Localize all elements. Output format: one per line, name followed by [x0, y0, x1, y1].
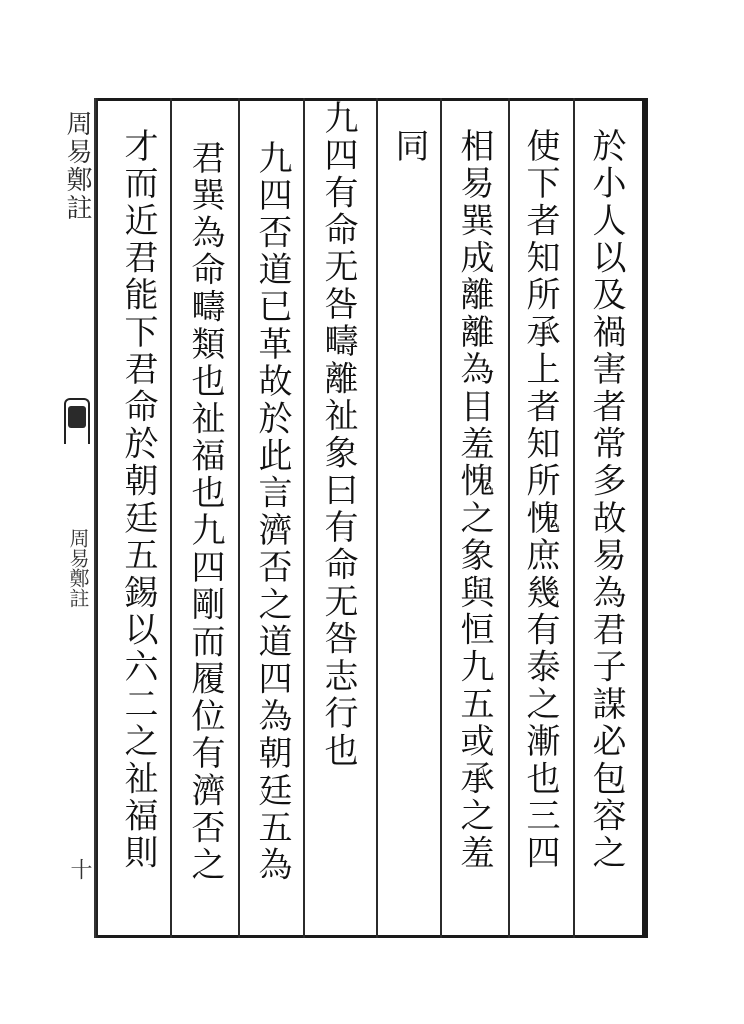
- text-column-2: 使下者知所承上者知所愧庶幾有泰之漸也三四: [520, 128, 560, 872]
- fold-page-number: 十: [67, 858, 92, 880]
- column-divider: [170, 98, 172, 938]
- text-column-3: 相易巽成離離為目羞愧之象與恒九五或承之羞: [454, 128, 494, 872]
- column-divider: [573, 98, 575, 938]
- fold-line: [94, 98, 96, 938]
- text-column-7: 君巽為命疇類也祉福也九四剛而履位有濟否之: [185, 140, 225, 884]
- fold-section-label: 周易鄭註: [66, 528, 90, 608]
- text-column-4: 同: [389, 128, 429, 166]
- text-column-1: 於小人以及禍害者常多故易為君子謀必包容之: [586, 128, 626, 872]
- page-frame: [96, 98, 648, 938]
- text-column-5: 九四有命无咎疇離祉象曰有命无咎志行也: [318, 100, 358, 770]
- fold-margin: [60, 98, 96, 938]
- frame-left-border: [96, 98, 98, 938]
- fish-tail-mark-icon: [64, 398, 90, 444]
- column-divider: [440, 98, 442, 938]
- column-divider: [376, 98, 378, 938]
- text-column-6: 九四否道已革故於此言濟否之道四為朝廷五為: [252, 140, 292, 884]
- column-divider: [508, 98, 510, 938]
- fold-book-title: 周易鄭註: [62, 110, 92, 222]
- column-divider: [303, 98, 305, 938]
- column-divider: [238, 98, 240, 938]
- text-column-8: 才而近君能下君命於朝廷五錫以六二之祉福則: [118, 128, 158, 872]
